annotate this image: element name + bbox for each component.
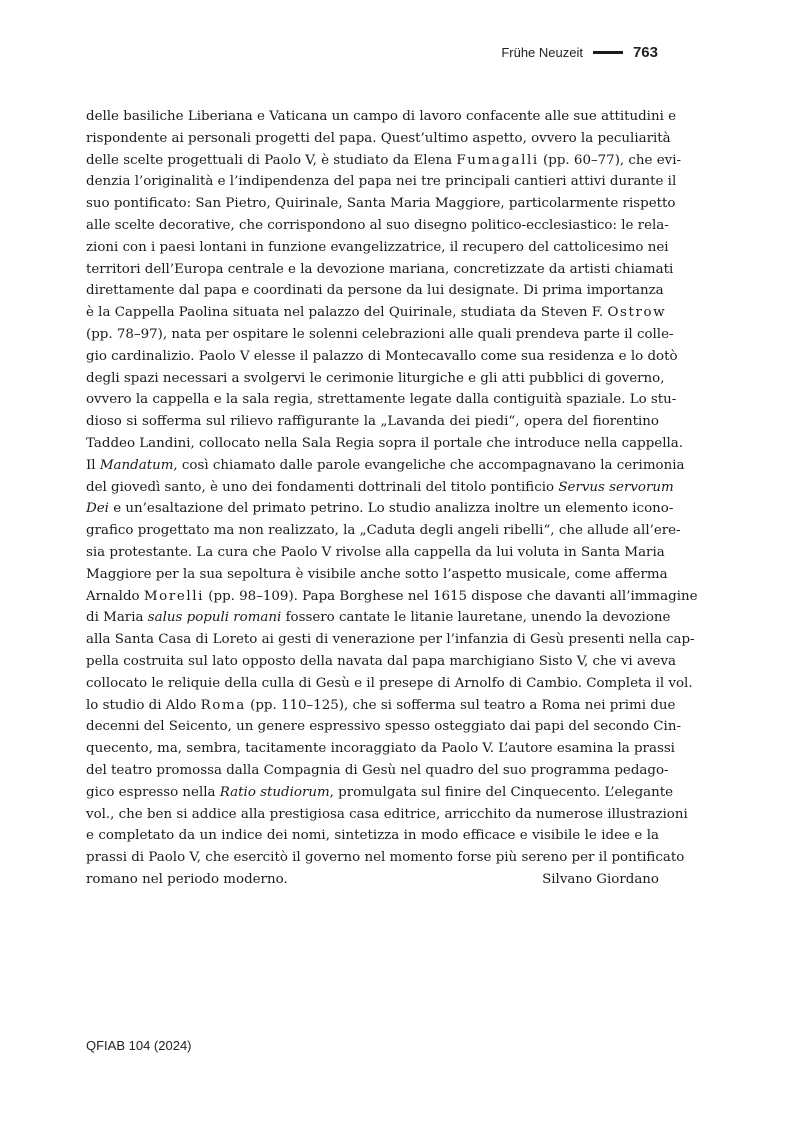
text-line: Il Mandatum, così chiamato dalle parole evangeliche che accompagnavano la cerimonia (86, 457, 685, 473)
reviewer-signature: Silvano Giordano (542, 871, 659, 887)
text-line: Maggiore per la sua sepoltura è visibile anche sotto l’aspetto musicale, come afferma (86, 566, 668, 582)
text-line: quecento, ma, sembra, tacitamente incoraggiato da Paolo V. L’autore esamina la prassi (86, 741, 675, 757)
running-head (0, 44, 658, 61)
page-number: 763 (632, 44, 658, 61)
text-line: gico espresso nella Ratio studiorum, promulgata sul finire del Cinquecento. L’elegante (86, 784, 674, 800)
text-line: degli spazi necessari a svolgervi le cerimonie liturgiche e gli atti pubblici di governo, (86, 370, 665, 386)
text-line: denzia l’originalità e l’indipendenza del papa nei tre principali cantieri attivi durante il (86, 174, 677, 190)
text-line: rispondente ai personali progetti del papa. Quest’ultimo aspetto, ovvero la peculiarità (86, 130, 671, 146)
text-line: vol., che ben si addice alla prestigiosa casa editrice, arricchito da numerose illustrazioni (86, 806, 688, 822)
text-line: alla Santa Casa di Loreto ai gesti di venerazione per l’infanzia di Gesù presenti nella cap- (86, 632, 695, 648)
closing-line (86, 869, 659, 891)
text-line: suo pontificato: San Pietro, Quirinale, Santa Maria Maggiore, particolarmente rispetto (86, 196, 676, 212)
text-line: alle scelte decorative, che corrispondono al suo disegno politico-ecclesiastico: le rela- (86, 217, 669, 233)
text-line: prassi di Paolo V, che esercitò il governo nel momento forse più sereno per il pontificato (86, 850, 685, 866)
text-line: sia protestante. La cura che Paolo V rivolse alla cappella da lui voluta in Santa Maria (86, 544, 665, 560)
section-title: Frühe Neuzeit (501, 45, 583, 60)
text-line: delle scelte progettuali di Paolo V, è studiato da Elena Fumagalli (pp. 60–77), che evi- (86, 152, 682, 168)
text-line: dioso si sofferma sul rilievo raffigurante la „Lavanda dei piedi“, opera del fiorentino (86, 414, 659, 430)
final-sentence: romano nel periodo moderno. (86, 871, 288, 887)
text-line: pella costruita sul lato opposto della navata dal papa marchigiano Sisto V, che vi aveva (86, 653, 676, 669)
review-text (86, 106, 698, 891)
text-line: Dei e un’esaltazione del primato petrino. Lo studio analizza inoltre un elemento icono- (86, 501, 674, 517)
text-line: direttamente dal papa e coordinati da persone da lui designate. Di prima importanza (86, 283, 664, 299)
text-line: è la Cappella Paolina situata nel palazzo del Quirinale, studiata da Steven F. Ostrow (86, 305, 667, 321)
text-line: di Maria salus populi romani fossero cantate le litanie lauretane, unendo la devozione (86, 610, 671, 626)
text-line: zioni con i paesi lontani in funzione evangelizzatrice, il recupero del cattolicesimo nei (86, 239, 669, 255)
journal-footer: QFIAB 104 (2024) (86, 1038, 192, 1053)
text-line: del teatro promossa dalla Compagnia di Gesù nel quadro del suo programma pedago- (86, 762, 669, 778)
text-line: decenni del Seicento, un genere espressivo spesso osteggiato dai papi del secondo Cin- (86, 719, 681, 735)
text-line: Arnaldo Morelli (pp. 98–109). Papa Borghese nel 1615 dispose che davanti all’immagine (86, 588, 698, 604)
text-line: del giovedì santo, è uno dei fondamenti dottrinali del titolo pontificio Servus servorum (86, 479, 674, 495)
text-line: Taddeo Landini, collocato nella Sala Regia sopra il portale che introduce nella cappella. (86, 435, 684, 451)
text-line: delle basiliche Liberiana e Vaticana un campo di lavoro confacente alle sue attitudini e (86, 109, 677, 124)
text-line: lo studio di Aldo Roma (pp. 110–125), che si sofferma sul teatro a Roma nei primi due (86, 697, 676, 713)
text-line: grafico progettato ma non realizzato, la „Caduta degli angeli ribelli“, che allude all’ere- (86, 523, 681, 539)
header-rule (593, 51, 623, 54)
text-line: e completato da un indice dei nomi, sintetizza in modo efficace e visibile le idee e la (86, 828, 659, 844)
text-line: territori dell’Europa centrale e la devozione mariana, concretizzate da artisti chiamati (86, 261, 674, 277)
text-line: collocato le reliquie della culla di Gesù e il presepe di Arnolfo di Cambio. Completa il vol. (86, 675, 693, 691)
text-line: (pp. 78–97), nata per ospitare le solenni celebrazioni alle quali prendeva parte il colle- (86, 326, 674, 342)
text-lines (86, 106, 698, 869)
text-line: gio cardinalizio. Paolo V elesse il palazzo di Montecavallo come sua residenza e lo dotò (86, 348, 678, 364)
text-line: ovvero la cappella e la sala regia, strettamente legate dalla contiguità spaziale. Lo stu- (86, 392, 677, 408)
